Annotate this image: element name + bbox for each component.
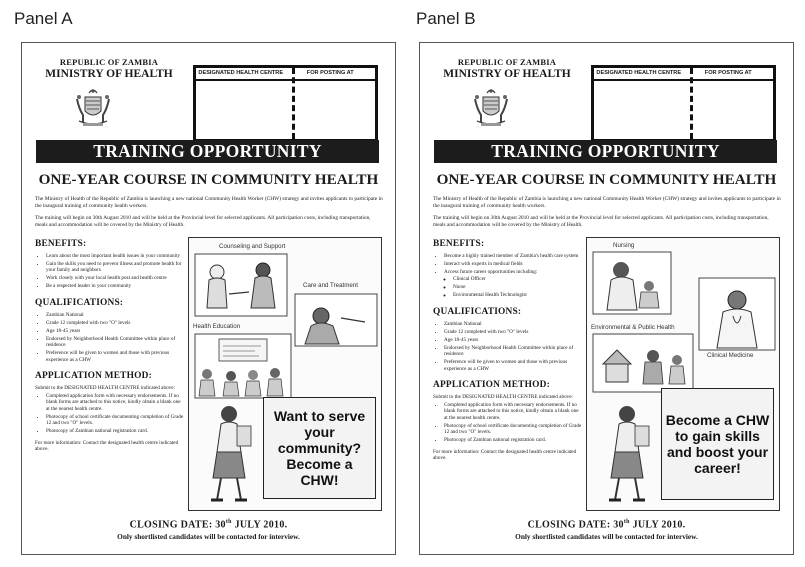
- application-intro: Submit to the DESIGNATED HEALTH CENTRE indicated above:: [35, 385, 175, 392]
- list-item: • Photocopy of Zambian national registration card.: [444, 437, 583, 443]
- list-item: • Gain the skills you need to prevent illness and promote health for your family and neighbors: [46, 261, 185, 274]
- coat-of-arms-icon: [469, 85, 513, 129]
- intro-text: [35, 196, 383, 234]
- qualifications-heading: QUALIFICATIONS:: [433, 306, 522, 317]
- qualifications-heading: QUALIFICATIONS:: [35, 297, 124, 308]
- intro-text: [433, 196, 781, 234]
- list-item: • Interact with experts in medical fields: [444, 261, 583, 267]
- sub-list-item: ◦ Environmental Health Technologist: [453, 292, 583, 298]
- closing-date: [420, 519, 793, 530]
- closing-date-prefix: CLOSING DATE: 30: [527, 519, 624, 531]
- closing-date-suffix: JULY 2010.: [629, 519, 686, 531]
- list-item-text: Access future career opportunities including:: [444, 269, 538, 275]
- coat-of-arms-icon: [71, 85, 115, 129]
- ministry-header: [34, 57, 184, 80]
- panel-a-label: Panel A: [14, 9, 73, 28]
- posting-box-right-label: FOR POSTING AT: [306, 70, 354, 76]
- banner-title: TRAINING OPPORTUNITY: [36, 140, 379, 163]
- application-list: [433, 402, 583, 444]
- list-item: • Work closely with your local health post and health centre: [46, 275, 185, 281]
- intro-paragraph: The training will begin on 30th August 2010 and will be held at the Provincial level for selected applicants. All participation costs, including transportation, meals and accommodation will be covered by the Ministry of Health.: [433, 215, 769, 228]
- closing-section: [22, 519, 395, 541]
- illustration-label: Counseling and Support: [219, 243, 286, 250]
- list-item: • Be a respected leader in your community: [46, 283, 185, 289]
- list-item: • Photocopy of Zambian national registration card.: [46, 428, 185, 434]
- ministry-title: MINISTRY OF HEALTH: [443, 68, 571, 80]
- republic-title: REPUBLIC OF ZAMBIA: [457, 57, 557, 67]
- list-item: • Completed application form with necessary endorsements. If no blank forms are attached to this notice, kindly obtain a blank one at the nearest health centre.: [46, 393, 185, 412]
- qualifications-list: [35, 312, 185, 363]
- posting-box: [591, 65, 776, 142]
- list-item: • Photocopy of school certificate documenting completion of Grade 12 and two "O" levels.: [444, 423, 583, 436]
- intro-paragraph: The Ministry of Health of the Republic of Zambia is launching a new national Community Health Worker (CHW) strategy and invites applicants to participate in the inaugural training of community health workers.: [433, 196, 781, 209]
- ministry-title: MINISTRY OF HEALTH: [45, 68, 173, 80]
- qualifications-list: [433, 321, 583, 372]
- intro-paragraph: The training will begin on 30th August 2010 and will be held at the Provincial level for selected applicants. All participation costs, including transportation, meals and accommodation will be covered by the Ministry of Health.: [35, 215, 371, 228]
- posting-box-left-label: DESIGNATED HEALTH CENTRE: [198, 70, 284, 76]
- closing-section: [420, 519, 793, 541]
- posting-box-left-label: DESIGNATED HEALTH CENTRE: [596, 70, 682, 76]
- list-item: • Zambian National: [444, 321, 583, 327]
- application-intro: Submit to the DESIGNATED HEALTH CENTRE indicated above:: [433, 394, 573, 401]
- callout-text: Want to serve your community? Become a CHW!: [263, 397, 376, 499]
- republic-title: REPUBLIC OF ZAMBIA: [59, 57, 159, 67]
- application-heading: APPLICATION METHOD:: [433, 380, 550, 391]
- more-info-text: For more information: Contact the designated health centre indicated above.: [433, 448, 577, 461]
- sub-list-item: ◦ Nurse: [453, 284, 583, 290]
- application-list: [35, 393, 185, 435]
- poster-panel-a: [21, 42, 396, 555]
- closing-note: Only shortlisted candidates will be contacted for interview.: [117, 532, 300, 542]
- list-item: • Age 18-45 years: [444, 337, 583, 343]
- list-item: • Zambian National: [46, 312, 185, 318]
- more-info-text: For more information: Contact the designated health centre indicated above.: [35, 439, 179, 452]
- list-item: • Preference will be given to women and those with previous experience as a CHW: [46, 350, 185, 363]
- list-item: • Age 18-45 years: [46, 328, 185, 334]
- course-subtitle: ONE-YEAR COURSE IN COMMUNITY HEALTH: [436, 171, 777, 188]
- list-item: • Completed application form with necessary endorsements. If no blank forms are attached to this notice, kindly obtain a blank one at the nearest health centre.: [444, 402, 583, 421]
- list-item: • Endorsed by Neighborhood Health Committee within place of residence: [444, 345, 583, 358]
- list-item: • Endorsed by Neighborhood Health Committee within place of residence: [46, 336, 185, 349]
- list-item: • Grade 12 completed with two "O" levels: [46, 320, 185, 326]
- posting-box: [193, 65, 378, 142]
- illustration-label: Environmental & Public Health: [591, 324, 675, 331]
- benefits-heading: BENEFITS:: [433, 239, 485, 249]
- benefits-list: [35, 253, 185, 290]
- career-sublist: [444, 276, 583, 298]
- intro-paragraph: The Ministry of Health of the Republic of Zambia is launching a new national Community Health Worker (CHW) strategy and invites applicants to participate in the inaugural training of community health workers.: [35, 196, 383, 209]
- posting-box-right-label: FOR POSTING AT: [704, 70, 752, 76]
- sub-list-item: ◦ Clinical Officer: [453, 276, 583, 282]
- application-heading: APPLICATION METHOD:: [35, 371, 152, 382]
- details-column: [35, 239, 185, 452]
- benefits-heading: BENEFITS:: [35, 239, 87, 249]
- closing-note: Only shortlisted candidates will be contacted for interview.: [515, 532, 698, 542]
- closing-date-sup: th: [623, 519, 630, 525]
- list-item: • Become a highly trained member of Zambia's health care system: [444, 253, 583, 259]
- list-item: • Photocopy of school certificate documenting completion of Grade 12 and two "O" levels.: [46, 414, 185, 427]
- illustration-panel: [586, 237, 780, 511]
- list-item: [444, 269, 583, 299]
- list-item: • Grade 12 completed with two "O" levels: [444, 329, 583, 335]
- illustration-panel: [188, 237, 382, 511]
- closing-date-prefix: CLOSING DATE: 30: [129, 519, 226, 531]
- panel-b-label: Panel B: [416, 9, 476, 28]
- callout-text: Become a CHW to gain skills and boost your career!: [661, 388, 774, 500]
- closing-date: [22, 519, 395, 530]
- posting-box-divider: [690, 68, 693, 139]
- illustration-label: Care and Treatment: [303, 282, 359, 289]
- illustration-label: Health Education: [193, 323, 241, 330]
- illustration-label: Nursing: [613, 242, 635, 249]
- closing-date-suffix: JULY 2010.: [231, 519, 288, 531]
- ministry-header: [432, 57, 582, 80]
- list-item: • Learn about the most important health issues in your community: [46, 253, 185, 259]
- benefits-list: [433, 253, 583, 299]
- course-subtitle: ONE-YEAR COURSE IN COMMUNITY HEALTH: [38, 171, 379, 188]
- closing-date-sup: th: [225, 519, 232, 525]
- illustration-label: Clinical Medicine: [707, 352, 754, 359]
- poster-panel-b: [419, 42, 794, 555]
- list-item: • Preference will be given to women and those with previous experience as a CHW: [444, 359, 583, 372]
- details-column: [433, 239, 583, 461]
- posting-box-divider: [292, 68, 295, 139]
- banner-title: TRAINING OPPORTUNITY: [434, 140, 777, 163]
